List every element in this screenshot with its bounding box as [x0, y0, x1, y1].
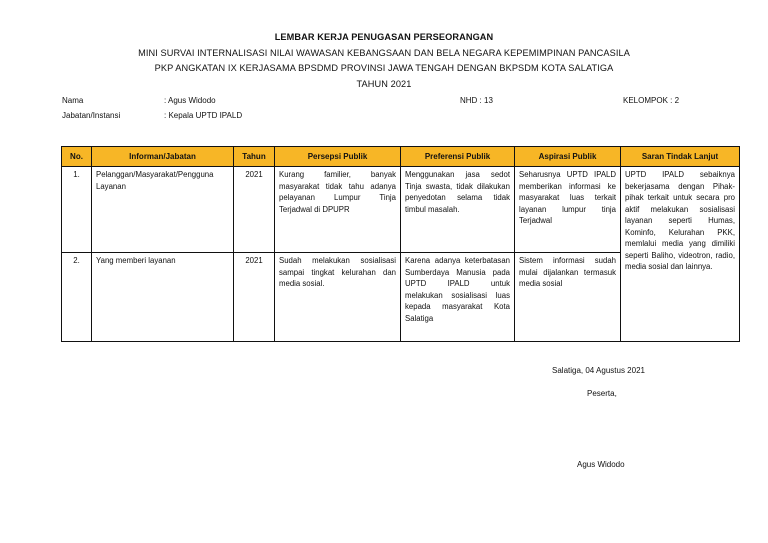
cell-preferensi: Karena adanya keterbatasan Sumberdaya Manusia pada UPTD IPALD untuk melakukan sosialisasi luas kepada masyarakat Kota Salatiga [401, 253, 515, 342]
signature-role: Peserta, [587, 389, 617, 398]
document-title: LEMBAR KERJA PENUGASAN PERSEORANGAN [274, 32, 494, 42]
survey-title: MINI SURVAI INTERNALISASI NILAI WAWASAN KEBANGSAAN DAN BELA NEGARA KEPEMIMPINAN PANCASILA [138, 47, 630, 58]
cell-tahun: 2021 [234, 253, 275, 342]
cell-persepsi: Kurang familier, banyak masyarakat tidak tahu adanya pelayanan Lumpur Tinja Terjadwal di DPUPR [275, 167, 401, 253]
header-informan: Informan/Jabatan [92, 147, 234, 167]
cell-informan: Pelanggan/Masyarakat/Pengguna Layanan [92, 167, 234, 253]
signature-place-date: Salatiga, 04 Agustus 2021 [552, 366, 645, 375]
header-preferensi: Preferensi Publik [401, 147, 515, 167]
cell-persepsi: Sudah melakukan sosialisasi sampai tingkat kelurahan dan media sosial. [275, 253, 401, 342]
cell-preferensi: Menggunakan jasa sedot Tinja swasta, tidak dilakukan penyedotan selama tidak timbul masalah. [401, 167, 515, 253]
cell-no: 1. [62, 167, 92, 253]
program-title: PKP ANGKATAN IX KERJASAMA BPSDMD PROVINSI JAWA TENGAH DENGAN BKPSDM KOTA SALATIGA [154, 63, 614, 73]
cell-aspirasi: Sistem informasi sudah mulai dijalankan termasuk media sosial [515, 253, 621, 342]
table-row [62, 167, 740, 253]
jabatan-label: Jabatan/Instansi [62, 111, 121, 120]
cell-no: 2. [62, 253, 92, 342]
year-title: TAHUN 2021 [356, 78, 412, 89]
cell-tahun: 2021 [234, 167, 275, 253]
kelompok-label: KELOMPOK : 2 [623, 96, 680, 105]
header-saran: Saran Tindak Lanjut [621, 147, 740, 167]
cell-saran: UPTD IPALD sebaiknya bekerjasama dengan Pihak-pihak terkait untuk secara pro aktif melakukan sosialisasi layanan seperti Humas, Kominfo, Kelurahan PKK, memlalui media yang dimiliki seperti Baliho, videotron, radio, media sosial dan lainnya. [621, 167, 740, 342]
nama-label: Nama [62, 96, 84, 105]
table-header-row [62, 147, 740, 167]
nhd-label: NHD : 13 [460, 96, 493, 105]
jabatan-value: : Kepala UPTD IPALD [164, 111, 243, 120]
document-header [0, 30, 768, 92]
header-no: No. [62, 147, 92, 167]
cell-aspirasi: Seharusnya UPTD IPALD memberikan informasi ke masyarakat luas terkait layanan lumpur tinja Terjadwal [515, 167, 621, 253]
assessment-table [61, 146, 740, 342]
header-persepsi: Persepsi Publik [275, 147, 401, 167]
header-aspirasi: Aspirasi Publik [515, 147, 621, 167]
signature-name: Agus Widodo [577, 460, 625, 469]
nama-value: : Agus Widodo [164, 96, 216, 105]
header-tahun: Tahun [234, 147, 275, 167]
cell-informan: Yang memberi layanan [92, 253, 234, 342]
